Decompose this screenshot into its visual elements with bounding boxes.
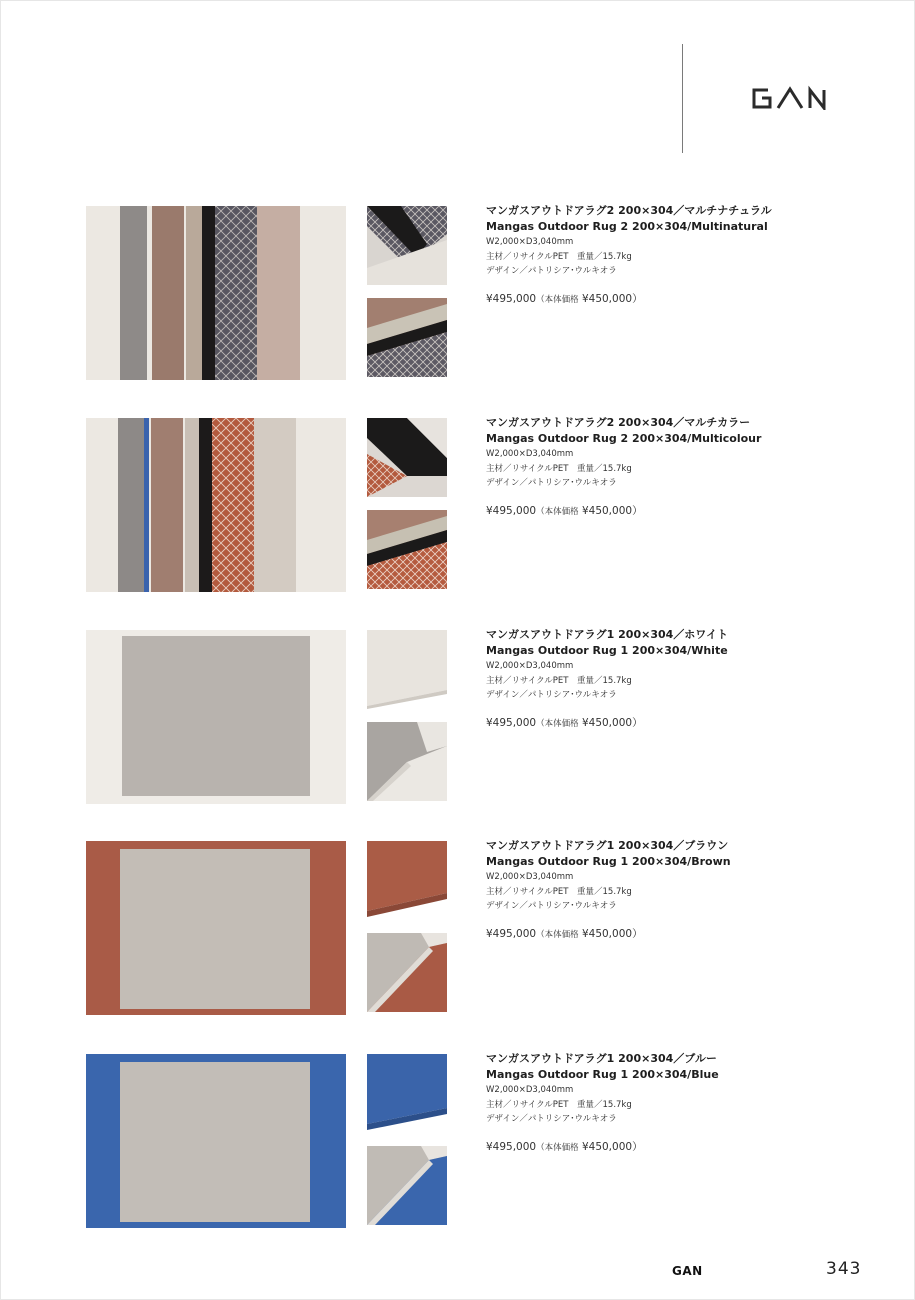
- rug-detail-edge-white: [367, 722, 447, 801]
- rug-detail-corner-white: [367, 630, 447, 709]
- product-material: 主材／リサイクルPET 重量／15.7kg: [486, 463, 632, 474]
- product-dimensions: W2,000×D3,040mm: [486, 449, 574, 459]
- rug-detail-edge-multicolour: [367, 510, 447, 589]
- product-price-line: [486, 711, 886, 730]
- product-material: 主材／リサイクルPET 重量／15.7kg: [486, 251, 632, 262]
- rug-detail-corner-multinatural: [367, 206, 447, 285]
- price-note: （本体価格: [536, 718, 579, 729]
- price-note: （本体価格: [536, 929, 579, 940]
- footer-brand-label: GAN: [672, 1264, 703, 1278]
- product-name-ja: マンガスアウトドアラグ1 200×304／ホワイト: [486, 628, 728, 641]
- rug-image-white: [86, 630, 346, 804]
- rug-detail-corner-multicolour: [367, 418, 447, 497]
- product-info: [486, 203, 886, 306]
- product-info: [486, 1051, 886, 1154]
- product-name-ja: マンガスアウトドアラグ1 200×304／ブルー: [486, 1052, 717, 1065]
- product-designer: デザイン／パトリシア･ウルキオラ: [486, 1114, 617, 1125]
- product-info: [486, 415, 886, 518]
- rug-detail-corner-blue: [367, 1054, 447, 1133]
- rug-detail-edge-blue: [367, 1146, 447, 1225]
- rug-image-brown: [86, 841, 346, 1015]
- product-brown: [0, 841, 915, 1017]
- product-price-line: [486, 499, 886, 518]
- header-divider: [682, 44, 683, 153]
- product-info: [486, 838, 886, 941]
- product-name-en: Mangas Outdoor Rug 2 200×304/Multinatural: [486, 220, 768, 233]
- rug-detail-corner-brown: [367, 841, 447, 920]
- product-dimensions: W2,000×D3,040mm: [486, 1085, 574, 1095]
- rug-detail-edge-multinatural: [367, 298, 447, 377]
- rug-image-multicolour: [86, 418, 346, 592]
- product-price-line: [486, 287, 886, 306]
- product-name-ja: マンガスアウトドアラグ2 200×304／マルチナチュラル: [486, 204, 772, 217]
- product-multicolour: [0, 418, 915, 594]
- product-price-line: [486, 1135, 886, 1154]
- price-net: ¥450,000）: [578, 504, 643, 517]
- price-note: （本体価格: [536, 294, 579, 305]
- product-designer: デザイン／パトリシア･ウルキオラ: [486, 690, 617, 701]
- rug-detail-edge-brown: [367, 933, 447, 1012]
- product-material: 主材／リサイクルPET 重量／15.7kg: [486, 675, 632, 686]
- price-note: （本体価格: [536, 1142, 579, 1153]
- product-dimensions: W2,000×D3,040mm: [486, 661, 574, 671]
- price-net: ¥450,000）: [578, 1140, 643, 1153]
- product-name-en: Mangas Outdoor Rug 1 200×304/White: [486, 644, 728, 657]
- product-price-line: [486, 922, 886, 941]
- product-multinatural: [0, 206, 915, 382]
- product-designer: デザイン／パトリシア･ウルキオラ: [486, 901, 617, 912]
- page-number: 343: [826, 1259, 862, 1279]
- product-price: ¥495,000: [486, 1140, 537, 1153]
- product-blue: [0, 1054, 915, 1230]
- product-name-en: Mangas Outdoor Rug 1 200×304/Brown: [486, 855, 731, 868]
- product-dimensions: W2,000×D3,040mm: [486, 237, 574, 247]
- product-designer: デザイン／パトリシア･ウルキオラ: [486, 478, 617, 489]
- product-designer: デザイン／パトリシア･ウルキオラ: [486, 266, 617, 277]
- rug-image-multinatural: [86, 206, 346, 380]
- product-name-en: Mangas Outdoor Rug 2 200×304/Multicolour: [486, 432, 762, 445]
- rug-image-blue: [86, 1054, 346, 1228]
- product-price: ¥495,000: [486, 716, 537, 729]
- price-net: ¥450,000）: [578, 927, 643, 940]
- product-name-ja: マンガスアウトドアラグ1 200×304／ブラウン: [486, 839, 729, 852]
- product-price: ¥495,000: [486, 504, 537, 517]
- price-net: ¥450,000）: [578, 292, 643, 305]
- price-net: ¥450,000）: [578, 716, 643, 729]
- product-name-en: Mangas Outdoor Rug 1 200×304/Blue: [486, 1068, 719, 1081]
- product-info: [486, 627, 886, 730]
- product-dimensions: W2,000×D3,040mm: [486, 872, 574, 882]
- product-material: 主材／リサイクルPET 重量／15.7kg: [486, 886, 632, 897]
- product-name-ja: マンガスアウトドアラグ2 200×304／マルチカラー: [486, 416, 751, 429]
- product-material: 主材／リサイクルPET 重量／15.7kg: [486, 1099, 632, 1110]
- price-note: （本体価格: [536, 506, 579, 517]
- product-white: [0, 630, 915, 806]
- product-price: ¥495,000: [486, 292, 537, 305]
- product-price: ¥495,000: [486, 927, 537, 940]
- gan-logo: [750, 80, 840, 110]
